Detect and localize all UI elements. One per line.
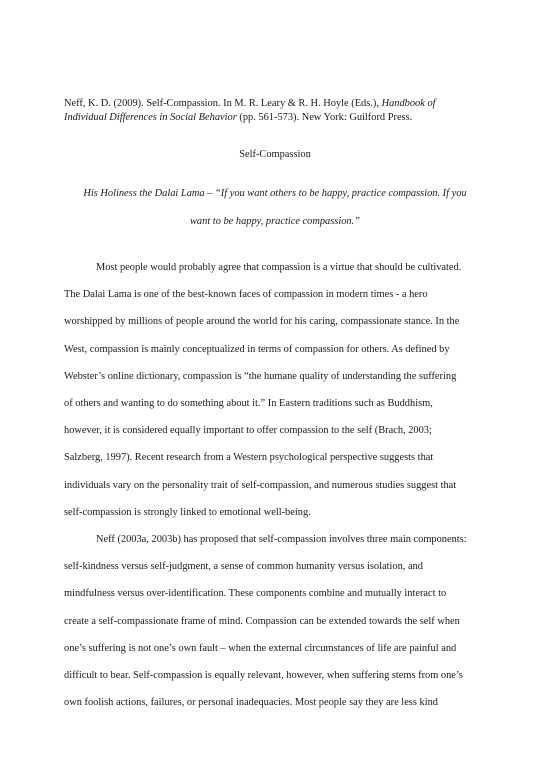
citation-authors-text: Neff, K. D. (2009). Self-Compassion. In M. R. Leary & R. H. Hoyle (Eds.), <box>64 98 379 109</box>
epigraph-line-1: His Holiness the Dalai Lama – “If you want others to be happy, practice compassion. If you <box>83 188 467 199</box>
body-text <box>64 254 490 716</box>
paragraph-1 <box>64 254 490 526</box>
text-line: difficult to bear. Self-compassion is equally relevant, however, when suffering stems from one’s <box>64 670 463 682</box>
text-line: The Dalai Lama is one of the best-known faces of compassion in modern times - a hero <box>64 289 428 301</box>
citation-line-2 <box>64 112 412 123</box>
text-line: Neff (2003a, 2003b) has proposed that self-compassion involves three main components: <box>96 534 467 546</box>
citation-book-title-part-2: Individual Differences in Social Behavior <box>64 112 237 123</box>
citation <box>64 97 494 125</box>
text-line: West, compassion is mainly conceptualized in terms of compassion for others. As defined by <box>64 343 450 355</box>
epigraph <box>64 180 486 236</box>
text-line: mindfulness versus over-identification. These components combine and mutually interact to <box>64 588 447 600</box>
text-line: Webster’s online dictionary, compassion is “the humane quality of understanding the suffering <box>64 370 457 382</box>
citation-publisher-text: (pp. 561-573). New York: Guilford Press. <box>239 112 413 123</box>
text-line: own foolish actions, failures, or personal inadequacies. Most people say they are less kind <box>64 697 438 709</box>
text-line: Most people would probably agree that compassion is a virtue that should be cultivated. <box>96 262 462 273</box>
text-line: worshipped by millions of people around the world for his caring, compassionate stance. In the <box>64 316 460 328</box>
epigraph-line-2: want to be happy, practice compassion.” <box>190 216 360 227</box>
text-line: create a self-compassionate frame of mind. Compassion can be extended towards the self when <box>64 615 460 627</box>
text-line: however, it is considered equally important to offer compassion to the self (Brach, 2003; <box>64 425 432 437</box>
citation-line-1 <box>64 98 436 109</box>
paragraph-2 <box>64 526 490 716</box>
citation-book-title-part-1: Handbook of <box>381 98 436 109</box>
text-line: individuals vary on the personality trait of self-compassion, and numerous studies suggest that <box>64 479 457 491</box>
document-title: Self-Compassion <box>239 149 311 160</box>
text-line: self-kindness versus self-judgment, a sense of common humanity versus isolation, and <box>64 561 423 573</box>
text-line: self-compassion is strongly linked to emotional well-being. <box>64 506 311 518</box>
text-line: Salzberg, 1997). Recent research from a Western psychological perspective suggests that <box>64 452 434 464</box>
text-line: of others and wanting to do something about it.” In Eastern traditions such as Buddhism, <box>64 398 433 410</box>
text-line: one’s suffering is not one’s own fault – when the external circumstances of life are painful and <box>64 642 457 654</box>
